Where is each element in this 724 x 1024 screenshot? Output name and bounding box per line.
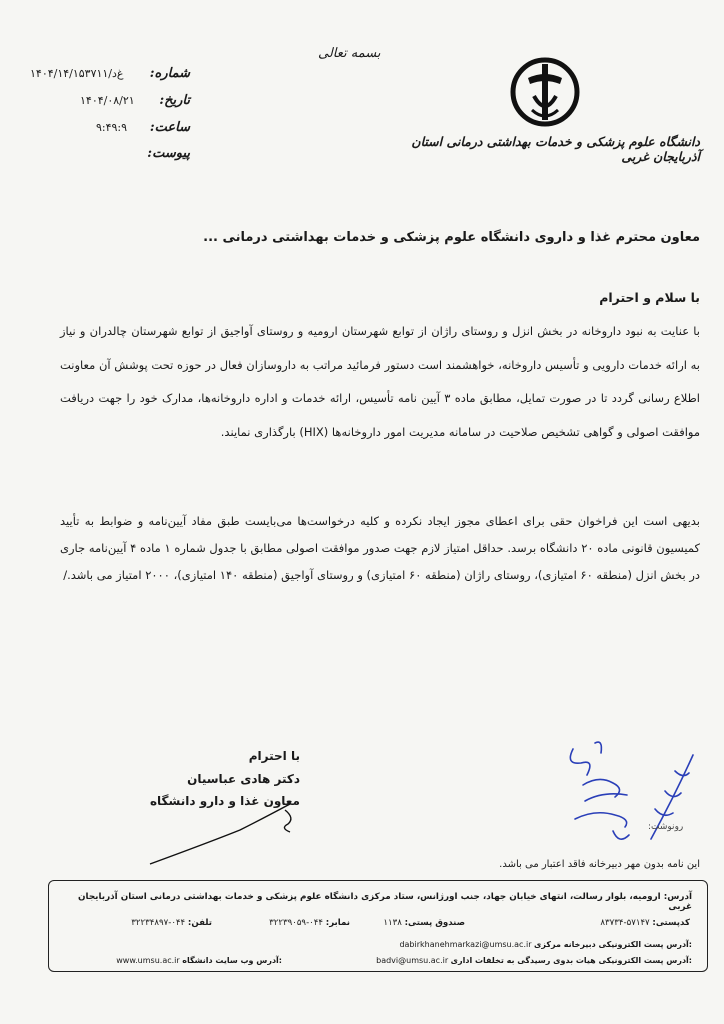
po-box-label: صندوق پستی: xyxy=(404,918,465,928)
time-label: ساعت: xyxy=(149,120,190,135)
greeting: با سلام و احترام xyxy=(599,290,700,305)
postal-code-value: ۵۷۱۴۷-۸۳۷۳۴ xyxy=(600,918,650,928)
attachment-label: پیوست: xyxy=(147,146,190,161)
handwritten-annotation xyxy=(555,735,705,850)
bismillah-heading: بسمه تعالی xyxy=(318,46,381,61)
date-value: ۱۴۰۴/۰۸/۲۱ xyxy=(80,94,135,107)
violations-email-value[interactable]: badvi@umsu.ac.ir xyxy=(376,956,449,965)
signature-closing: با احترام xyxy=(248,749,300,763)
fax-label: نمابر: xyxy=(325,918,350,928)
recipient-line: معاون محترم غذا و داروی دانشگاه علوم پزشکی و خدمات بهداشتی درمانی ... xyxy=(203,230,700,245)
number-label: شماره: xyxy=(149,66,190,81)
signature-scribble xyxy=(140,790,310,870)
phone-label: تلفن: xyxy=(187,918,212,928)
footer-phone xyxy=(72,918,212,928)
university-logo xyxy=(510,56,580,128)
website-label: آدرس وب سایت دانشگاه: xyxy=(182,956,282,965)
signer-title: معاون غذا و دارو دانشگاه xyxy=(149,794,300,808)
stamp-validity-note: این نامه بدون مهر دبیرخانه فاقد اعتبار می باشد. xyxy=(499,859,700,870)
phone-value: ۰۴۴-۳۲۲۳۴۸۹۷ xyxy=(131,918,186,928)
footer-po-box xyxy=(360,918,465,928)
footer-violations-email xyxy=(300,956,692,965)
date-label: تاریخ: xyxy=(159,93,190,108)
website-value[interactable]: www.umsu.ac.ir xyxy=(116,956,180,965)
number-value: ۱۴۰۴/۱۴/۱۵۳۷۱۱/غ‌د xyxy=(30,67,124,80)
footer-address: آدرس: ارومیه، بلوار رسالت، انتهای خیابان جهاد، جنب اورژانس، ستاد مرکزی دانشگاه علوم پزشکی و خدمات بهداشتی درمانی استان آذربایجان غربی xyxy=(78,892,692,912)
body-paragraph-1: با عنایت به نبود داروخانه در بخش انزل و روستای راژان از توابع شهرستان ارومیه و روستای آواجیق از توابع شهرستان چالدران و نیاز به ارائه خدمات دارویی و تأسیس داروخانه، خواهشمند است دستور فرمائید مراتب به داروسازان فعال در حوزه تحت پوشش آن معاونت اطلاع رسانی گردد تا در صورت تمایل، مطابق ماده ۳ آیین نامه تأسیس، ارائه خدمات و اداره داروخانه‌ها، مدارک خود را جهت دریافت موافقت اصولی و گواهی تشخیص صلاحیت در سامانه مدیریت امور داروخانه‌ها (HIX) بارگذاری نمایند. xyxy=(60,324,701,439)
footer-secretariat-email xyxy=(340,940,692,949)
secretariat-email-label: آدرس پست الکترونیکی دبیرخانه مرکزی: xyxy=(534,940,692,949)
po-box-value: ۱۱۳۸ xyxy=(383,918,402,928)
footer-fax xyxy=(220,918,350,928)
footer-postal-code xyxy=(470,918,690,928)
time-value: ۹:۴۹:۹ xyxy=(96,121,128,134)
university-name: دانشگاه علوم پزشکی و خدمات بهداشتی درمانی استان آذربایجان غربی xyxy=(411,134,700,164)
footer-website xyxy=(72,956,282,965)
body-paragraph-2: بدیهی است این فراخوان حقی برای اعطای مجوز ایجاد نکرده و کلیه درخواست‌ها می‌بایست طبق مفاد آیین‌نامه و ضوابط به تأیید کمیسیون قانونی ماده ۲۰ دانشگاه برسد. حداقل امتیاز لازم جهت صدور موافقت اصولی مطابق با جدول شماره ۱ ماده ۴ آیین‌نامه جاری در بخش انزل (منطقه ۶۰ امتیازی)، روستای راژان (منطقه ۶۰ امتیازی) و روستای آواجیق (منطقه ۱۴۰ امتیازی)، ۲۰۰۰ امتیاز می باشد./ xyxy=(60,514,701,582)
secretariat-email-value[interactable]: dabirkhanehmarkazi@umsu.ac.ir xyxy=(399,940,532,949)
fax-value: ۰۴۴-۳۲۲۳۹۰۵۹ xyxy=(269,918,324,928)
violations-email-label: آدرس پست الکترونیکی هیات بدوی رسیدگی به تخلفات اداری: xyxy=(450,956,692,965)
postal-code-label: کدپستی: xyxy=(652,918,690,928)
signer-name: دکتر هادی عباسیان xyxy=(187,771,300,786)
cc-label: رونوشت: xyxy=(648,822,684,832)
